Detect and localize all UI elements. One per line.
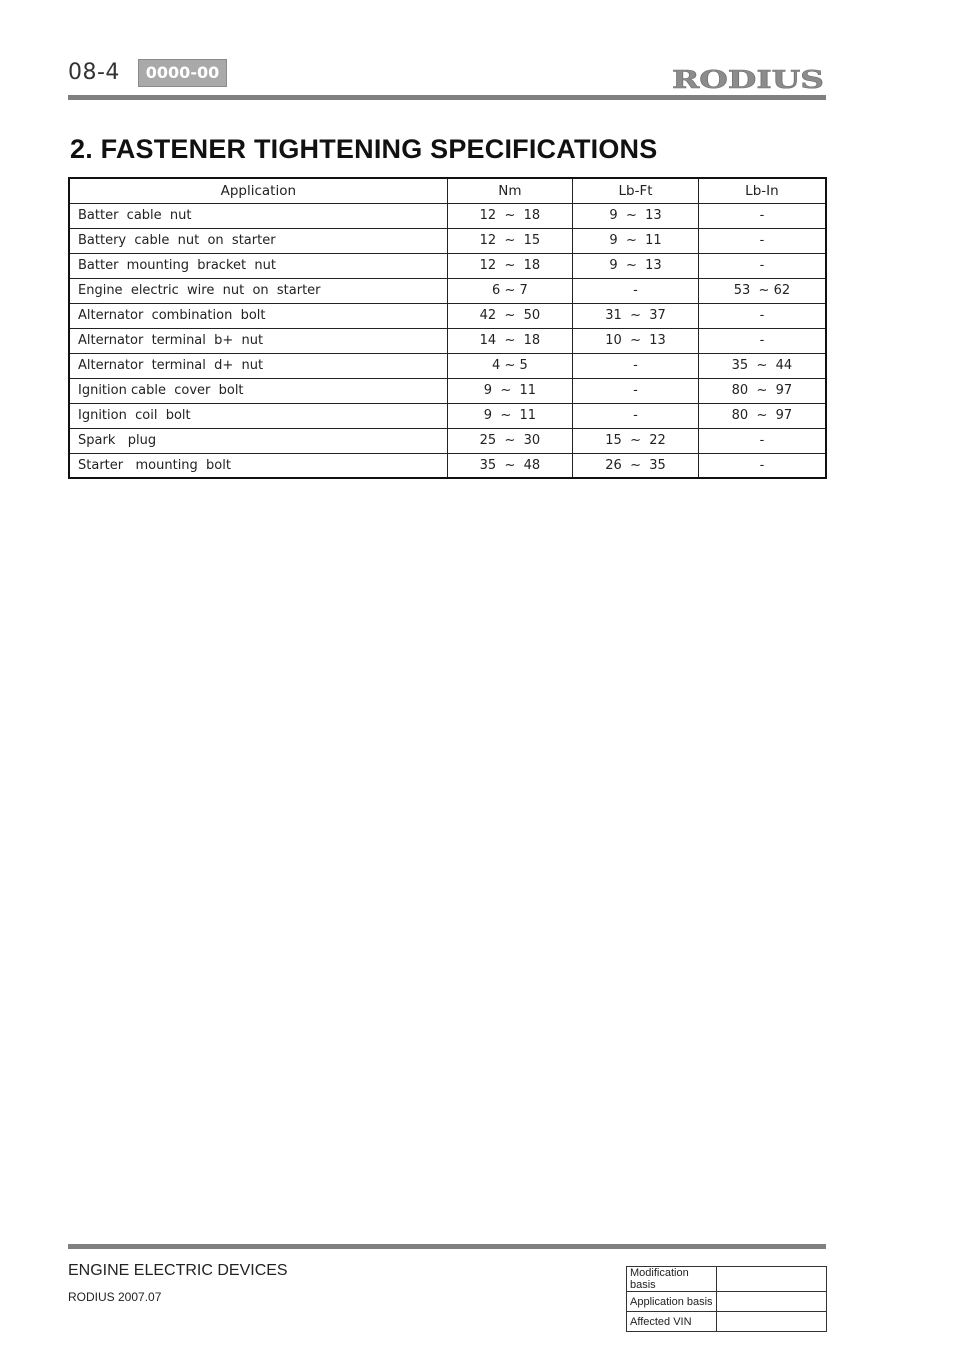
modification-table [626, 1266, 827, 1332]
brand-logo [670, 64, 826, 94]
cell-lb-ft: - [573, 403, 699, 428]
application-basis-label: Application basis [627, 1292, 717, 1312]
cell-lb-ft: 26 ~ 35 [573, 453, 699, 478]
affected-vin-value [717, 1312, 827, 1332]
cell-nm: 6 ~ 7 [447, 278, 573, 303]
cell-lb-in: - [698, 453, 826, 478]
cell-lb-ft: 9 ~ 13 [573, 203, 699, 228]
table-row [69, 378, 826, 403]
cell-nm: 35 ~ 48 [447, 453, 573, 478]
cell-lb-in: - [698, 253, 826, 278]
cell-nm: 9 ~ 11 [447, 378, 573, 403]
page-number: 08-4 [68, 60, 120, 85]
cell-application: Engine electric wire nut on starter [69, 278, 447, 303]
footer-divider [68, 1244, 826, 1249]
cell-lb-ft: - [573, 278, 699, 303]
cell-lb-in: - [698, 328, 826, 353]
cell-nm: 42 ~ 50 [447, 303, 573, 328]
table-row [69, 203, 826, 228]
cell-lb-in: 35 ~ 44 [698, 353, 826, 378]
cell-lb-in: 80 ~ 97 [698, 378, 826, 403]
torque-spec-table [68, 177, 827, 479]
cell-lb-in: - [698, 428, 826, 453]
cell-nm: 25 ~ 30 [447, 428, 573, 453]
cell-lb-ft: - [573, 353, 699, 378]
table-row [69, 303, 826, 328]
cell-lb-ft: 15 ~ 22 [573, 428, 699, 453]
cell-application: Alternator combination bolt [69, 303, 447, 328]
table-row [627, 1267, 827, 1292]
cell-application: Ignition cable cover bolt [69, 378, 447, 403]
footer-section-name: ENGINE ELECTRIC DEVICES [68, 1262, 288, 1279]
cell-application: Ignition coil bolt [69, 403, 447, 428]
table-row [627, 1312, 827, 1332]
table-header-row [69, 178, 826, 203]
cell-application: Batter cable nut [69, 203, 447, 228]
cell-lb-in: - [698, 203, 826, 228]
header-divider [68, 95, 826, 100]
modification-basis-label: Modification basis [627, 1267, 717, 1292]
cell-application: Alternator terminal b+ nut [69, 328, 447, 353]
column-header-lb-in: Lb-In [698, 178, 826, 203]
page-title: 2. FASTENER TIGHTENING SPECIFICATIONS [70, 134, 658, 164]
column-header-application: Application [69, 178, 447, 203]
table-row [69, 328, 826, 353]
cell-application: Alternator terminal d+ nut [69, 353, 447, 378]
cell-lb-ft: 10 ~ 13 [573, 328, 699, 353]
cell-lb-ft: 31 ~ 37 [573, 303, 699, 328]
section-code-badge: 0000-00 [138, 59, 227, 87]
cell-nm: 12 ~ 15 [447, 228, 573, 253]
application-basis-value [717, 1292, 827, 1312]
table-row [69, 278, 826, 303]
brand-logo-text: RODIUS [672, 65, 824, 94]
cell-nm: 12 ~ 18 [447, 203, 573, 228]
table-row [69, 228, 826, 253]
cell-lb-ft: 9 ~ 13 [573, 253, 699, 278]
cell-lb-in: - [698, 228, 826, 253]
table-row [69, 353, 826, 378]
footer-edition: RODIUS 2007.07 [68, 1290, 162, 1304]
cell-application: Starter mounting bolt [69, 453, 447, 478]
cell-lb-in: 80 ~ 97 [698, 403, 826, 428]
table-row [69, 403, 826, 428]
cell-nm: 4 ~ 5 [447, 353, 573, 378]
cell-application: Batter mounting bracket nut [69, 253, 447, 278]
column-header-nm: Nm [447, 178, 573, 203]
table-row [627, 1292, 827, 1312]
cell-nm: 14 ~ 18 [447, 328, 573, 353]
cell-lb-in: - [698, 303, 826, 328]
cell-lb-ft: - [573, 378, 699, 403]
affected-vin-label: Affected VIN [627, 1312, 717, 1332]
cell-lb-ft: 9 ~ 11 [573, 228, 699, 253]
column-header-lb-ft: Lb-Ft [573, 178, 699, 203]
table-row [69, 253, 826, 278]
cell-nm: 9 ~ 11 [447, 403, 573, 428]
cell-application: Battery cable nut on starter [69, 228, 447, 253]
modification-basis-value [717, 1267, 827, 1292]
cell-nm: 12 ~ 18 [447, 253, 573, 278]
table-row [69, 453, 826, 478]
table-row [69, 428, 826, 453]
cell-application: Spark plug [69, 428, 447, 453]
cell-lb-in: 53 ~ 62 [698, 278, 826, 303]
